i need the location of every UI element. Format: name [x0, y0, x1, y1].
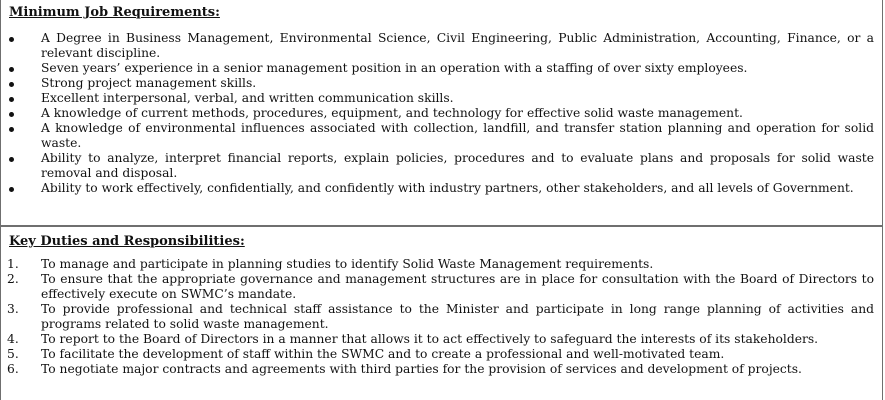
- duties-heading: Key Duties and Responsibilities:: [9, 234, 245, 249]
- duty-number: 1.: [7, 257, 19, 271]
- bullet-icon: [9, 127, 14, 132]
- requirements-heading: Minimum Job Requirements:: [9, 5, 220, 20]
- requirement-text: Seven years’ experience in a senior management position in an operation with a staffing of over sixty employees.: [41, 61, 748, 75]
- duty-item: [1, 362, 884, 377]
- requirement-text: Ability to analyze, interpret financial reports, explain policies, procedures and to evaluate plans and proposals for solid waste removal and disposal.: [41, 151, 874, 180]
- requirement-item: [1, 151, 884, 181]
- bullet-icon: [9, 97, 14, 102]
- duty-item: [1, 302, 884, 332]
- duty-text: To facilitate the development of staff within the SWMC and to create a professional and well-motivated team.: [41, 347, 725, 361]
- bullet-icon: [9, 37, 14, 42]
- duty-number: 6.: [7, 362, 19, 376]
- bullet-icon: [9, 187, 14, 192]
- duty-number: 3.: [7, 302, 19, 316]
- requirement-text: A knowledge of environmental influences associated with collection, landfill, and transfer station planning and operation for solid waste.: [41, 121, 874, 150]
- requirement-text: A Degree in Business Management, Environmental Science, Civil Engineering, Public Administration, Accounting, Finance, or a relevant discipline.: [41, 31, 874, 60]
- duty-text: To provide professional and technical staff assistance to the Minister and participate in long range planning of activities and programs related to solid waste management.: [41, 302, 874, 331]
- requirement-text: Strong project management skills.: [41, 76, 257, 90]
- requirement-item: [1, 61, 884, 76]
- requirement-item: [1, 31, 884, 61]
- requirement-text: Ability to work effectively, confidentially, and confidently with industry partners, other stakeholders, and all levels of Government.: [41, 181, 854, 195]
- duty-item: [1, 347, 884, 362]
- requirement-text: Excellent interpersonal, verbal, and written communication skills.: [41, 91, 454, 105]
- duty-number: 2.: [7, 272, 19, 286]
- duty-item: [1, 332, 884, 347]
- duty-item: [1, 272, 884, 302]
- bullet-icon: [9, 82, 14, 87]
- bullet-icon: [9, 112, 14, 117]
- duties-section: [0, 226, 883, 400]
- requirement-item: [1, 76, 884, 91]
- duty-number: 4.: [7, 332, 19, 346]
- requirement-text: A knowledge of current methods, procedures, equipment, and technology for effective solid waste management.: [41, 106, 743, 120]
- requirement-item: [1, 181, 884, 196]
- duty-item: [1, 257, 884, 272]
- duty-number: 5.: [7, 347, 19, 361]
- bullet-icon: [9, 157, 14, 162]
- duties-list: [1, 257, 884, 377]
- bullet-icon: [9, 67, 14, 72]
- duty-text: To manage and participate in planning studies to identify Solid Waste Management requirements.: [41, 257, 654, 271]
- requirements-list: [1, 31, 884, 196]
- requirement-item: [1, 121, 884, 151]
- requirement-item: [1, 91, 884, 106]
- duty-text: To ensure that the appropriate governance and management structures are in place for consultation with the Board of Directors to effectively execute on SWMC’s mandate.: [41, 272, 874, 301]
- requirement-item: [1, 106, 884, 121]
- duty-text: To negotiate major contracts and agreements with third parties for the provision of services and development of projects.: [41, 362, 802, 376]
- duty-text: To report to the Board of Directors in a manner that allows it to act effectively to safeguard the interests of its stakeholders.: [41, 332, 819, 346]
